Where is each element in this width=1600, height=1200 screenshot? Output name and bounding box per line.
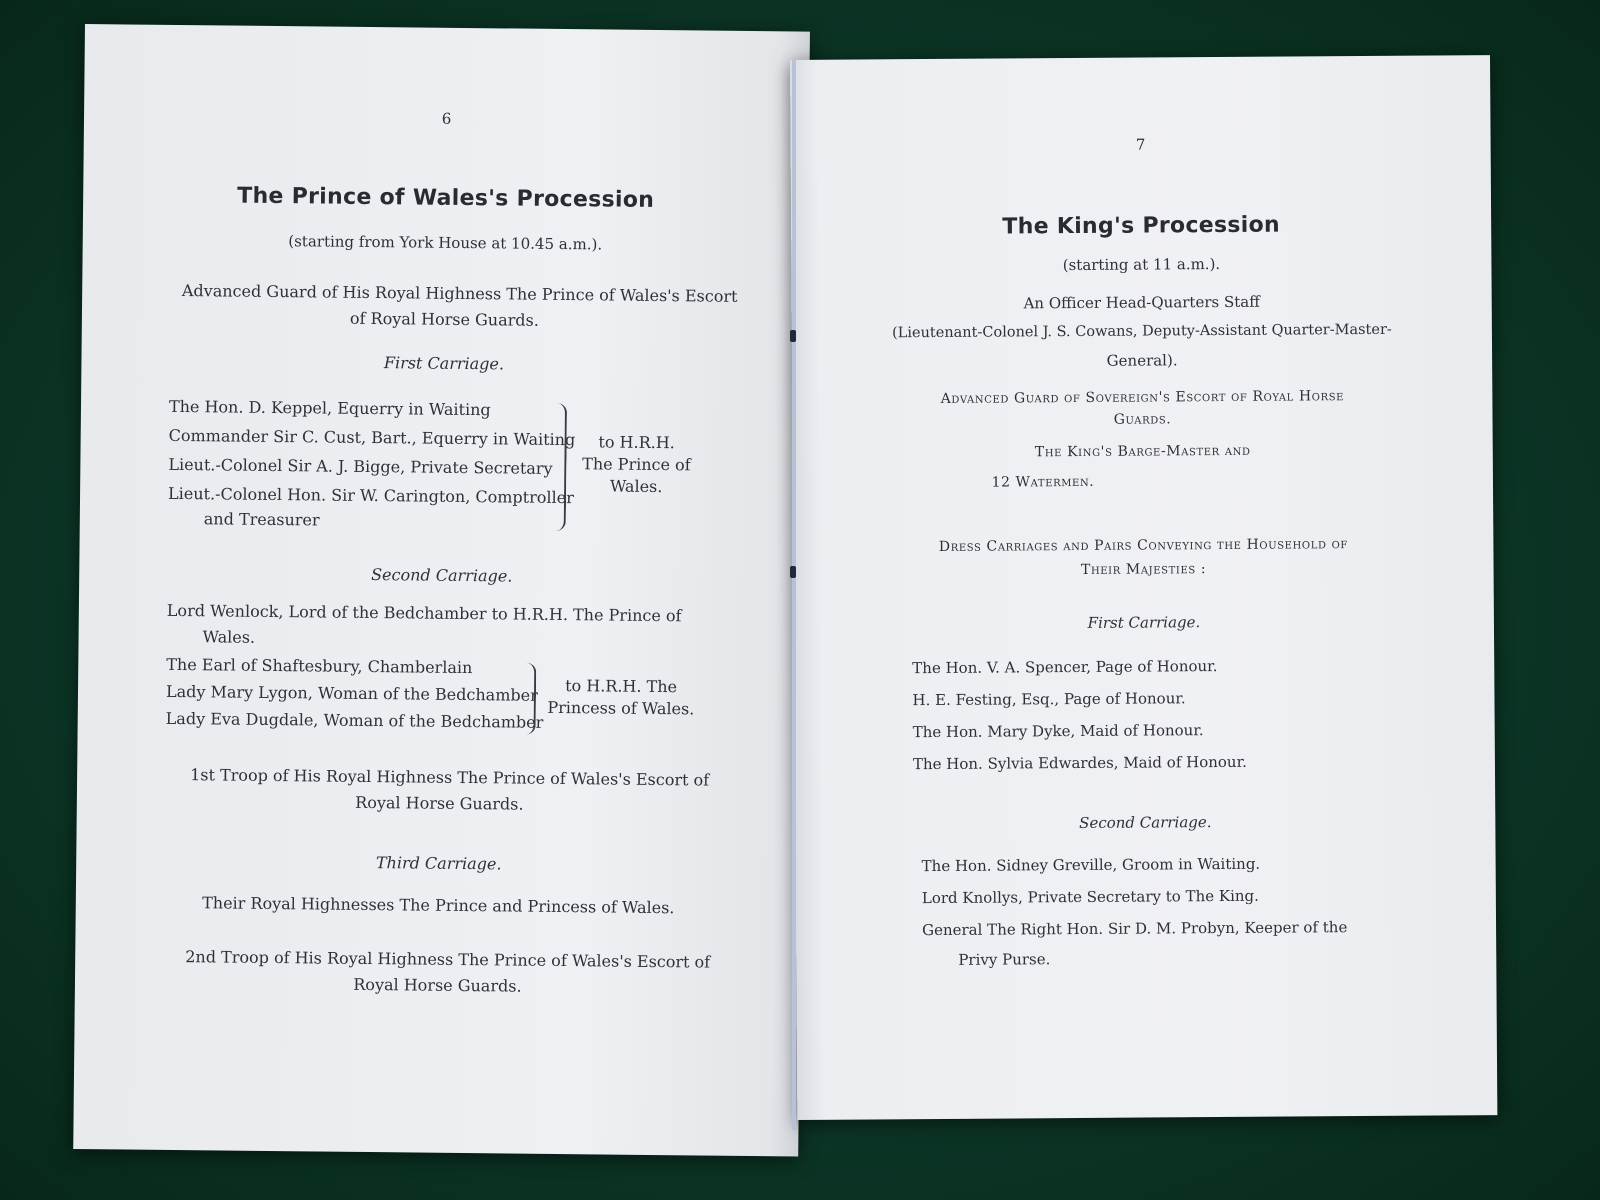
first-carriage-member: The Hon. Sylvia Edwardes, Maid of Honour. (912, 752, 1247, 774)
first-carriage-member: Lieut.-Colonel Sir A. J. Bigge, Private Secretary (168, 454, 553, 478)
first-troop-line1: 1st Troop of His Royal Highness The Prince of Wales's Escort of (190, 765, 710, 790)
barge-master-line2: 12 Watermen. (991, 473, 1095, 491)
third-carriage-heading: Third Carriage. (375, 853, 502, 874)
first-carriage-member: and Treasurer (203, 509, 320, 530)
third-carriage-line: Their Royal Highnesses The Prince and Princess of Wales. (202, 893, 675, 918)
first-carriage-heading: First Carriage. (383, 353, 505, 374)
officer-line2: (Lieutenant-Colonel J. S. Cowans, Deputy-Assistant Quarter-Master- (891, 321, 1392, 342)
second-carriage-lead: Wales. (202, 627, 256, 647)
advanced-guard-line2: of Royal Horse Guards. (349, 308, 539, 330)
second-carriage-heading: Second Carriage. (1079, 813, 1212, 832)
second-troop-line2: Royal Horse Guards. (353, 974, 522, 996)
bracket-first-carriage (554, 403, 567, 531)
first-carriage-member: The Hon. V. A. Spencer, Page of Honour. (912, 657, 1218, 678)
bracket-label-line: Princess of Wales. (547, 697, 695, 719)
second-carriage-heading: Second Carriage. (371, 565, 513, 586)
left-page (73, 24, 810, 1157)
right-page (790, 55, 1497, 1120)
second-carriage-member: The Hon. Sidney Greville, Groom in Waiting. (921, 854, 1261, 876)
advanced-guard-line1: Advanced Guard of Sovereign's Escort of Royal Horse (940, 388, 1345, 407)
page-number: 6 (441, 109, 452, 128)
officer-line3: General). (1106, 351, 1178, 370)
second-carriage-bracket-label (546, 675, 696, 721)
bracket-label-line: to H.R.H. (598, 432, 675, 453)
first-carriage-heading: First Carriage. (1087, 613, 1201, 632)
bracket-label-line: The Prince of (582, 454, 691, 475)
second-carriage-member: Lady Mary Lygon, Woman of the Bedchamber (165, 681, 538, 705)
page-title: The King's Procession (1002, 212, 1281, 240)
first-carriage-member: Lieut.-Colonel Hon. Sir W. Carington, Comptroller (167, 483, 574, 508)
second-carriage-member: Privy Purse. (958, 950, 1051, 969)
dress-carriages-line1: Dress Carriages and Pairs Conveying the Household of (938, 536, 1348, 555)
first-carriage-bracket-label (576, 431, 697, 498)
page-title: The Prince of Wales's Procession (237, 183, 655, 213)
second-carriage-member: The Earl of Shaftesbury, Chamberlain (166, 654, 473, 678)
first-carriage-member: The Hon. D. Keppel, Equerry in Waiting (168, 396, 491, 420)
staple (790, 330, 796, 342)
advanced-guard-line1: Advanced Guard of His Royal Highness The Prince of Wales's Escort (181, 281, 738, 306)
first-carriage-member: Commander Sir C. Cust, Bart., Equerry in Waiting (168, 425, 576, 450)
second-carriage-member: Lady Eva Dugdale, Woman of the Bedchamber (165, 708, 544, 732)
first-troop-line2: Royal Horse Guards. (355, 792, 524, 814)
staple (790, 566, 796, 578)
book-spine (792, 60, 796, 1130)
officer-line1: An Officer Head-Quarters Staff (1023, 292, 1260, 313)
advanced-guard-line2: Guards. (1113, 411, 1172, 428)
bracket-label-line: Wales. (609, 476, 663, 497)
page-number: 7 (1135, 135, 1146, 154)
first-carriage-member: The Hon. Mary Dyke, Maid of Honour. (912, 721, 1204, 742)
second-carriage-lead: Lord Wenlock, Lord of the Bedchamber to H.R.H. The Prince of (166, 600, 682, 626)
bracket-label-line: to H.R.H. The (565, 676, 678, 697)
dress-carriages-line2: Their Majesties : (1080, 561, 1207, 578)
second-carriage-member: General The Right Hon. Sir D. M. Probyn, Keeper of the (922, 918, 1348, 940)
second-troop-line1: 2nd Troop of His Royal Highness The Prince of Wales's Escort of (185, 947, 711, 972)
procession-start-time: (starting at 11 a.m.). (1062, 255, 1221, 275)
procession-start-time: (starting from York House at 10.45 a.m.). (288, 232, 603, 254)
first-carriage-member: H. E. Festing, Esq., Page of Honour. (912, 689, 1186, 710)
second-carriage-member: Lord Knollys, Private Secretary to The King. (921, 886, 1259, 908)
bracket-second-carriage (524, 663, 537, 735)
barge-master-line1: The King's Barge-Master and (1034, 442, 1251, 461)
